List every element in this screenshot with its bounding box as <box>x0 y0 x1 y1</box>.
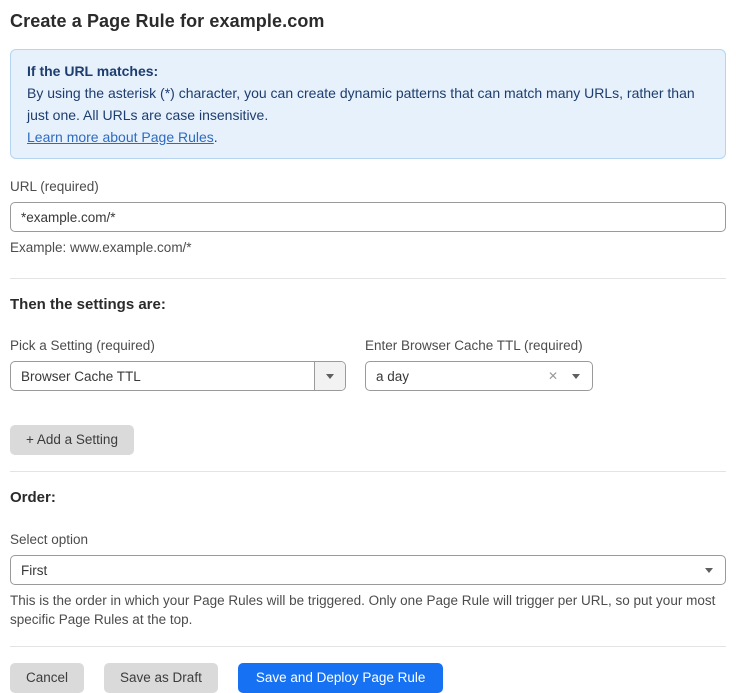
settings-columns <box>10 338 726 391</box>
info-box-heading: If the URL matches: <box>27 63 159 79</box>
page-title: Create a Page Rule for example.com <box>10 11 325 31</box>
settings-section-heading: Then the settings are: <box>10 296 166 313</box>
info-box-body: By using the asterisk (*) character, you can create dynamic patterns that can match many URLs, rather than just one. All URLs are case insensitive. <box>27 85 695 123</box>
page-rule-form <box>0 10 736 693</box>
order-section-heading: Order: <box>10 489 56 506</box>
setting-select-value: Browser Cache TTL <box>21 368 141 384</box>
order-select-label: Select option <box>10 532 89 547</box>
order-description: This is the order in which your Page Rules will be triggered. Only one Page Rule will trigger per URL, so put your most specific Page Rules at the top. <box>10 593 716 627</box>
learn-more-link[interactable]: Learn more about Page Rules <box>27 129 214 145</box>
chevron-down-icon <box>326 374 334 379</box>
url-match-info-box <box>10 49 726 159</box>
setting-picker-label: Pick a Setting (required) <box>10 338 155 353</box>
ttl-picker-label: Enter Browser Cache TTL (required) <box>365 338 583 353</box>
info-box-link-line <box>27 126 709 148</box>
link-suffix: . <box>213 129 218 145</box>
setting-picker-column <box>10 338 346 391</box>
order-select-value: First <box>21 562 48 578</box>
ttl-picker-column <box>365 338 593 391</box>
order-caret-wrap[interactable] <box>701 568 725 573</box>
ttl-select[interactable] <box>365 361 593 391</box>
clear-icon[interactable]: ✕ <box>547 369 558 383</box>
add-setting-button[interactable]: + Add a Setting <box>10 425 134 455</box>
url-example-hint: Example: www.example.com/* <box>10 240 192 255</box>
save-deploy-button[interactable]: Save and Deploy Page Rule <box>238 663 444 693</box>
footer-actions <box>10 663 726 693</box>
save-draft-button[interactable]: Save as Draft <box>104 663 218 693</box>
ttl-caret-wrap[interactable] <box>568 374 592 379</box>
order-select[interactable] <box>10 555 726 585</box>
ttl-select-value: a day <box>376 368 410 384</box>
url-field-label: URL (required) <box>10 179 99 194</box>
cancel-button[interactable]: Cancel <box>10 663 84 693</box>
chevron-down-icon <box>572 374 580 379</box>
url-input[interactable] <box>10 202 726 232</box>
setting-select[interactable] <box>10 361 346 391</box>
divider-footer <box>10 646 726 647</box>
divider-order <box>10 471 726 472</box>
divider-settings <box>10 278 726 279</box>
chevron-down-icon <box>705 568 713 573</box>
setting-select-dropdown-button[interactable] <box>314 362 345 390</box>
